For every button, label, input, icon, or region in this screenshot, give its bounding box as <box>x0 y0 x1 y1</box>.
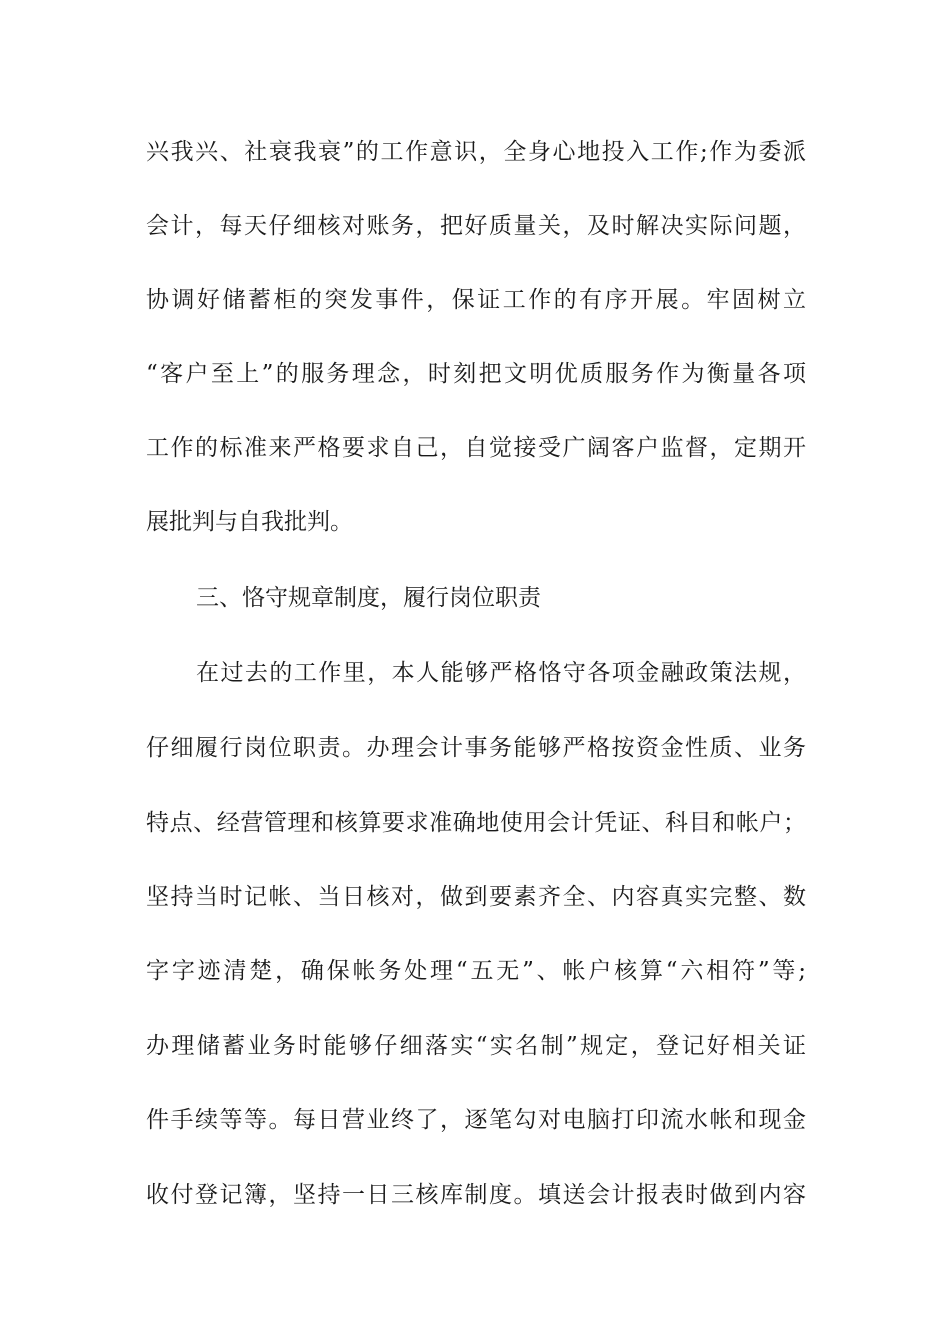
text-line: 件手续等等。每日营业终了，逐笔勾对电脑打印流水帐和现金 <box>146 1107 806 1133</box>
text-line: 工作的标准来严格要求自己，自觉接受广阔客户监督，定期开 <box>146 435 806 461</box>
text-line: 收付登记簿，坚持一日三核库制度。填送会计报表时做到内容 <box>146 1182 806 1208</box>
text-line: “客户至上”的服务理念，时刻把文明优质服务作为衡量各项 <box>146 361 806 387</box>
text-line: 仔细履行岗位职责。办理会计事务能够严格按资金性质、业务 <box>146 735 806 761</box>
section-heading: 三、恪守规章制度，履行岗位职责 <box>196 585 541 611</box>
text-line: 字字迹清楚，确保帐务处理“五无”、帐户核算“六相符”等; <box>146 958 806 984</box>
text-line: 办理储蓄业务时能够仔细落实“实名制”规定，登记好相关证 <box>146 1033 806 1059</box>
text-line: 展批判与自我批判。 <box>146 509 353 535</box>
text-line: 特点、经营管理和核算要求准确地使用会计凭证、科目和帐户； <box>146 810 806 836</box>
text-line: 在过去的工作里，本人能够严格恪守各项金融政策法规， <box>196 660 806 686</box>
text-line: 坚持当时记帐、当日核对，做到要素齐全、内容真实完整、数 <box>146 884 806 910</box>
text-line: 协调好储蓄柜的突发事件，保证工作的有序开展。牢固树立 <box>146 287 806 313</box>
text-line: 兴我兴、社衰我衰”的工作意识，全身心地投入工作;作为委派 <box>146 139 806 165</box>
text-line: 会计，每天仔细核对账务，把好质量关，及时解决实际问题， <box>146 213 806 239</box>
